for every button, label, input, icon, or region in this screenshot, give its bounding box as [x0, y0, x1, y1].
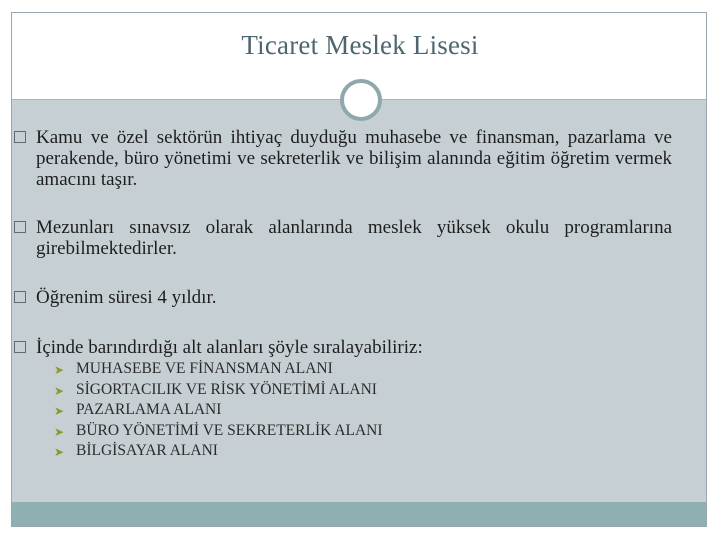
paragraph-1 [36, 127, 672, 190]
paragraph-3-text: Öğrenim süresi 4 yıldır. [36, 287, 217, 308]
list-item [54, 381, 383, 402]
arrow-bullet-icon: ➤ [54, 383, 65, 398]
list-item [54, 401, 383, 422]
footer-band [12, 502, 706, 526]
square-bullet-icon [14, 221, 26, 233]
list-item-label: BİLGİSAYAR ALANI [76, 442, 218, 459]
slide-title: Ticaret Meslek Lisesi [241, 30, 479, 60]
list-item-label: PAZARLAMA ALANI [76, 401, 222, 418]
paragraph-1-text: Kamu ve özel sektörün ihtiyaç duyduğu muhasebe ve finansman, pazarlama ve perakende, büro yönetimi ve sekreterlik ve bilişim alanında eğitim öğretim vermek amacını taşır. [36, 127, 672, 190]
list-item-label: SİGORTACILIK VE RİSK YÖNETİMİ ALANI [76, 380, 377, 398]
arrow-bullet-icon: ➤ [54, 363, 65, 377]
paragraph-4 [36, 337, 672, 358]
arrow-bullet-icon: ➤ [54, 404, 65, 418]
square-bullet-icon [14, 291, 26, 303]
paragraph-2-text: Mezunları sınavsız olarak alanlarında meslek yüksek okulu programlarına girebilmektedirler. [36, 217, 672, 259]
list-item [54, 422, 383, 443]
circle-ornament-icon [340, 79, 382, 121]
square-bullet-icon [14, 341, 26, 353]
paragraph-3 [36, 287, 672, 308]
list-item [54, 442, 383, 463]
list-item-label: MUHASEBE VE FİNANSMAN ALANI [76, 360, 333, 377]
paragraph-2 [36, 217, 672, 259]
sub-field-list [54, 360, 383, 463]
list-item-label: BÜRO YÖNETİMİ VE SEKRETERLİK ALANI [76, 421, 383, 439]
square-bullet-icon [14, 131, 26, 143]
arrow-bullet-icon: ➤ [54, 445, 65, 459]
list-item [54, 360, 383, 381]
arrow-bullet-icon: ➤ [54, 424, 65, 439]
paragraph-4-text: İçinde barındırdığı alt alanları şöyle sıralayabiliriz: [36, 337, 423, 358]
